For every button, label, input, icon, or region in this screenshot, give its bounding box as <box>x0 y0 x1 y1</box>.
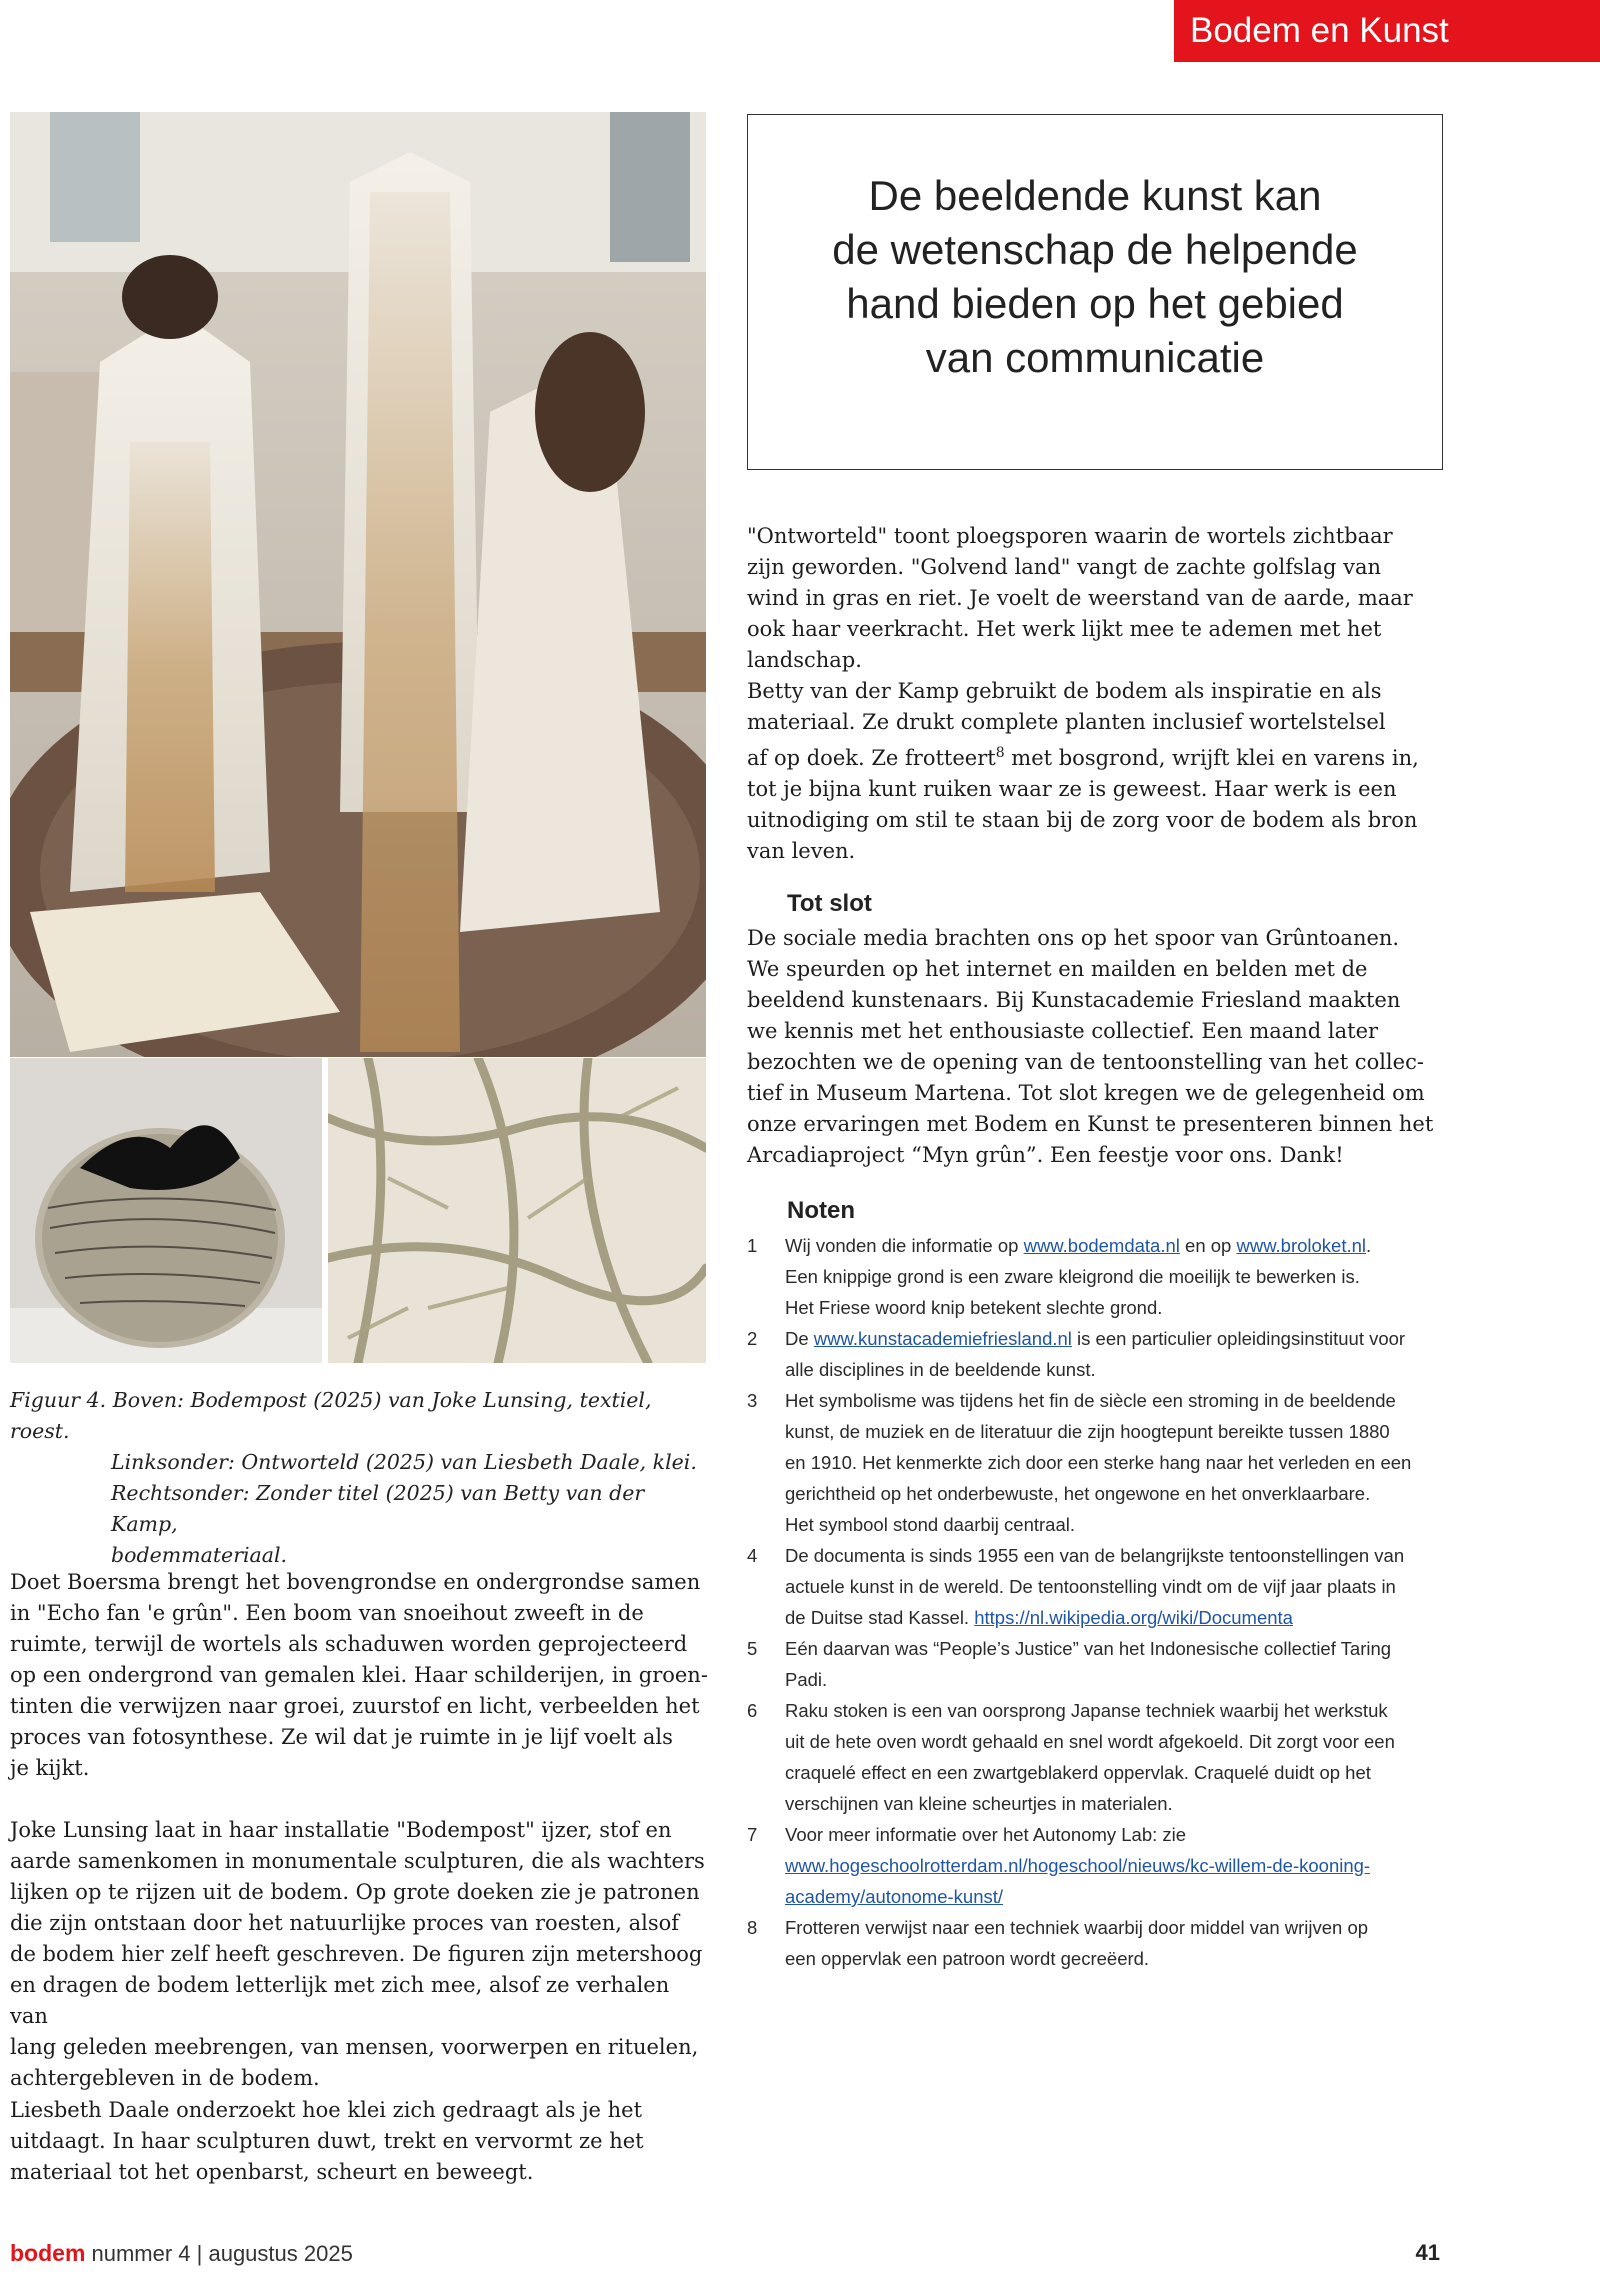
text-line: tot je bijna kunt ruiken waar ze is geweest. Haar werk is een <box>747 777 1397 801</box>
note-line <box>785 1478 1447 1509</box>
text-line: zijn geworden. "Golvend land" vangt de zachte golfslag van <box>747 555 1382 579</box>
note-line <box>785 1943 1447 1974</box>
text-line: ruimte, terwijl de wortels als schaduwen worden geprojecteerd <box>10 1632 688 1656</box>
pull-quote-line: De beeldende kunst kan <box>868 172 1322 219</box>
note-text-span: de Duitse stad Kassel. <box>785 1607 975 1628</box>
text-line: "Ontworteld" toont ploegsporen waarin de wortels zichtbaar <box>747 524 1393 548</box>
note-number: 7 <box>747 1824 758 1845</box>
note-text-span: De <box>785 1328 814 1349</box>
note-item <box>747 1819 1447 1912</box>
note-line <box>785 1230 1447 1261</box>
left-paragraph-boersma <box>10 1567 710 1784</box>
text-line: beeldend kunstenaars. Bij Kunstacademie Friesland maakten <box>747 988 1401 1012</box>
note-text-span: De documenta is sinds 1955 een van de belangrijkste tentoonstellingen van <box>785 1545 1405 1566</box>
text-line: landschap. <box>747 648 862 672</box>
note-number: 1 <box>747 1235 758 1256</box>
notes-heading: Noten <box>787 1197 855 1224</box>
text-line: tinten die verwijzen naar groei, zuurstof en licht, verbeelden het <box>10 1694 700 1718</box>
pull-quote-line: de wetenschap de helpende <box>832 226 1358 273</box>
footnote-ref: 8 <box>995 745 1005 761</box>
text-line: lijken op te rijzen uit de bodem. Op grote doeken zie je patronen <box>10 1880 700 1904</box>
note-text <box>785 1323 1447 1385</box>
left-paragraph-lunsing <box>10 1815 710 2094</box>
text-line: We speurden op het internet en mailden en belden met de <box>747 957 1368 981</box>
note-text-span: alle disciplines in de beeldende kunst. <box>785 1359 1096 1380</box>
caption-line: bodemmateriaal. <box>111 1543 288 1567</box>
note-text-span: kunst, de muziek en de literatuur die zijn hoogtepunt bereikte tussen 1880 <box>785 1421 1390 1442</box>
note-line <box>785 1757 1447 1788</box>
note-line <box>785 1571 1447 1602</box>
note-item <box>747 1230 1447 1323</box>
text-span: met bosgrond, wrijft klei en varens in, <box>1004 746 1419 770</box>
text-line: tief in Museum Martena. Tot slot kregen we de gelegenheid om <box>747 1081 1425 1105</box>
note-link[interactable]: www.hogeschoolrotterdam.nl/hogeschool/nieuws/kc-willem-de-kooning- <box>785 1855 1371 1876</box>
note-line <box>785 1633 1447 1664</box>
text-line: materiaal. Ze drukt complete planten inclusief wortelstelsel <box>747 710 1386 734</box>
note-text-span: Raku stoken is een van oorsprong Japanse techniek waarbij het werkstuk <box>785 1700 1388 1721</box>
text-line: materiaal tot het openbarst, scheurt en beweegt. <box>10 2160 534 2184</box>
note-line <box>785 1509 1447 1540</box>
note-link[interactable]: www.kunstacademiefriesland.nl <box>813 1328 1072 1349</box>
section-tag: Bodem en Kunst <box>1174 0 1600 62</box>
caption-line: Linksonder: Ontworteld (2025) van Liesbeth Daale, klei. <box>111 1450 697 1474</box>
note-line <box>785 1416 1447 1447</box>
note-line <box>785 1912 1447 1943</box>
note-item <box>747 1695 1447 1819</box>
text-line: ook haar veerkracht. Het werk lijkt mee te ademen met het <box>747 617 1382 641</box>
note-text-span: Frotteren verwijst naar een techniek waarbij door middel van wrijven op <box>785 1917 1369 1938</box>
note-text-span: Padi. <box>785 1669 828 1690</box>
note-number: 8 <box>747 1917 758 1938</box>
note-line <box>785 1788 1447 1819</box>
note-text-span: Een knippige grond is een zware kleigrond die moeilijk te bewerken is. <box>785 1266 1360 1287</box>
note-line <box>785 1664 1447 1695</box>
note-text-span: uit de hete oven wordt gehaald en snel wordt afgekoeld. Dit zorgt voor een <box>785 1731 1395 1752</box>
note-number: 3 <box>747 1390 758 1411</box>
text-line: Joke Lunsing laat in haar installatie "Bodempost" ijzer, stof en <box>10 1818 672 1842</box>
pull-quote-line: van communicatie <box>925 334 1265 381</box>
tot-slot-heading: Tot slot <box>787 890 872 917</box>
note-text-span: craquelé effect en een zwartgeblakerd oppervlak. Craquelé duidt op het <box>785 1762 1371 1783</box>
note-text-span: een oppervlak een patroon wordt gecreëerd. <box>785 1948 1150 1969</box>
pull-quote <box>747 114 1443 470</box>
note-line <box>785 1695 1447 1726</box>
text-line: de bodem hier zelf heeft geschreven. De figuren zijn metershoog <box>10 1942 703 1966</box>
notes-list <box>747 1230 1447 1974</box>
note-line <box>785 1292 1447 1323</box>
photo-ontworteld <box>10 1058 322 1363</box>
note-text-span: verschijnen van kleine scheurtjes in materialen. <box>785 1793 1173 1814</box>
note-text <box>785 1695 1447 1819</box>
note-item <box>747 1323 1447 1385</box>
note-link[interactable]: www.broloket.nl <box>1236 1235 1367 1256</box>
text-line: Liesbeth Daale onderzoekt hoe klei zich gedraagt als je het <box>10 2098 643 2122</box>
note-text-span: en 1910. Het kenmerkte zich door een sterke hang naar het verleden en een <box>785 1452 1412 1473</box>
note-line <box>785 1354 1447 1385</box>
text-line: wind in gras en riet. Je voelt de weerstand van de aarde, maar <box>747 586 1413 610</box>
text-line: Doet Boersma brengt het bovengrondse en ondergrondse samen <box>10 1570 701 1594</box>
text-line: proces van fotosynthese. Ze wil dat je ruimte in je lijf voelt als <box>10 1725 673 1749</box>
pull-quote-line: hand bieden op het gebied <box>846 280 1344 327</box>
note-text-span: . <box>1366 1235 1372 1256</box>
text-line: in "Echo fan 'e grûn". Een boom van snoeihout zweeft in de <box>10 1601 644 1625</box>
text-line: op een ondergrond van gemalen klei. Haar schilderijen, in groen- <box>10 1663 708 1687</box>
note-text <box>785 1230 1447 1323</box>
note-text-span: Het Friese woord knip betekent slechte grond. <box>785 1297 1163 1318</box>
text-span: af op doek. Ze frotteert <box>747 746 996 770</box>
page-number: 41 <box>1415 2240 1440 2265</box>
note-text-span: Het symbolisme was tijdens het fin de siècle een stroming in de beeldende <box>785 1390 1396 1411</box>
note-item <box>747 1912 1447 1974</box>
note-text-span: is een particulier opleidingsinstituut voor <box>1071 1328 1406 1349</box>
note-line <box>785 1447 1447 1478</box>
magazine-brand: bodem <box>10 2240 86 2266</box>
note-item <box>747 1385 1447 1540</box>
note-line <box>785 1385 1447 1416</box>
note-text-span: Het symbool stond daarbij centraal. <box>785 1514 1075 1535</box>
photo-bodempost <box>10 112 706 1057</box>
caption-line: Rechtsonder: Zonder titel (2025) van Betty van der Kamp, <box>111 1481 645 1536</box>
note-line <box>785 1881 1447 1912</box>
right-intro-paragraph <box>747 521 1447 867</box>
caption-line: Figuur 4. Boven: Bodempost (2025) van Joke Lunsing, textiel, roest. <box>10 1388 652 1443</box>
note-text-span: Wij vonden die informatie op <box>785 1235 1024 1256</box>
left-paragraph-daale <box>10 2095 710 2188</box>
note-text-span: en op <box>1179 1235 1237 1256</box>
text-line: uitdaagt. In haar sculpturen duwt, trekt en vervormt ze het <box>10 2129 644 2153</box>
text-line: Betty van der Kamp gebruikt de bodem als inspiratie en als <box>747 679 1382 703</box>
note-number: 4 <box>747 1545 758 1566</box>
text-line: aarde samenkomen in monumentale sculpturen, die als wachters <box>10 1849 705 1873</box>
note-text-span: Voor meer informatie over het Autonomy Lab: zie <box>785 1824 1187 1845</box>
note-line <box>785 1323 1447 1354</box>
text-line: je kijkt. <box>10 1756 90 1780</box>
note-text <box>785 1540 1447 1633</box>
text-line: lang geleden meebrengen, van mensen, voorwerpen en rituelen, <box>10 2035 699 2059</box>
text-line: De sociale media brachten ons op het spoor van Grûntoanen. <box>747 926 1400 950</box>
text-line: van leven. <box>747 839 856 863</box>
note-number: 5 <box>747 1638 758 1659</box>
note-item <box>747 1633 1447 1695</box>
photo-zonder-titel <box>328 1058 706 1363</box>
note-line <box>785 1602 1447 1633</box>
note-line <box>785 1850 1447 1881</box>
text-line: onze ervaringen met Bodem en Kunst te presenteren binnen het <box>747 1112 1434 1136</box>
tot-slot-paragraph <box>747 923 1447 1171</box>
text-line: en dragen de bodem letterlijk met zich mee, alsof ze verhalen van <box>10 1973 670 2028</box>
text-line: Arcadiaproject “Myn grûn”. Een feestje voor ons. Dank! <box>747 1143 1344 1167</box>
note-text-span: actuele kunst in de wereld. De tentoonstelling vindt om de vijf jaar plaats in <box>785 1576 1396 1597</box>
page-footer <box>10 2240 1440 2267</box>
text-line: uitnodiging om stil te staan bij de zorg voor de bodem als bron <box>747 808 1418 832</box>
note-line <box>785 1261 1447 1292</box>
figure-caption <box>10 1385 710 1571</box>
text-line: achtergebleven in de bodem. <box>10 2066 320 2090</box>
note-text-span: gerichtheid op het onderbewuste, het ongewone en het onverklaarbare. <box>785 1483 1371 1504</box>
note-link[interactable]: https://nl.wikipedia.org/wiki/Documenta <box>974 1607 1293 1628</box>
text-line: bezochten we de opening van de tentoonstelling van het collec- <box>747 1050 1424 1074</box>
note-link[interactable]: www.bodemdata.nl <box>1023 1235 1180 1256</box>
note-line <box>785 1726 1447 1757</box>
note-text-span: Eén daarvan was “People’s Justice” van het Indonesische collectief Taring <box>785 1638 1392 1659</box>
note-line <box>785 1819 1447 1850</box>
note-number: 2 <box>747 1328 758 1349</box>
text-line: we kennis met het enthousiaste collectief. Een maand later <box>747 1019 1379 1043</box>
issue-info: nummer 4 | augustus 2025 <box>85 2241 353 2266</box>
note-line <box>785 1540 1447 1571</box>
text-line: die zijn ontstaan door het natuurlijke proces van roesten, alsof <box>10 1911 680 1935</box>
text-line <box>747 738 1447 774</box>
note-item <box>747 1540 1447 1633</box>
note-text <box>785 1633 1447 1695</box>
note-text <box>785 1819 1447 1912</box>
note-number: 6 <box>747 1700 758 1721</box>
note-link[interactable]: academy/autonome-kunst/ <box>785 1886 1004 1907</box>
note-text <box>785 1912 1447 1974</box>
note-text <box>785 1385 1447 1540</box>
